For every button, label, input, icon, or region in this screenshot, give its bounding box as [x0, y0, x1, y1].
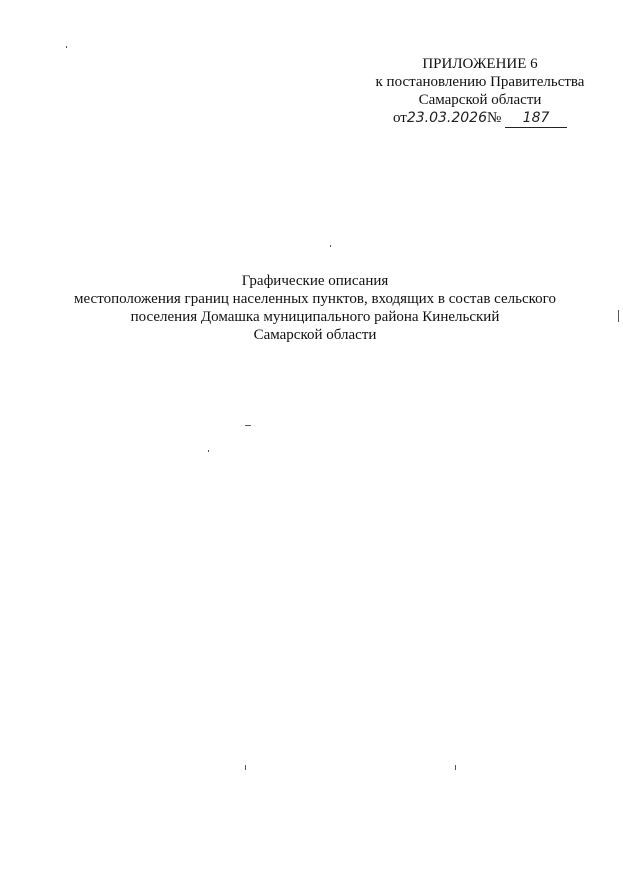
scan-speck	[245, 425, 251, 426]
number-prefix: №	[486, 110, 502, 126]
scan-speck	[208, 450, 209, 452]
document-title	[60, 272, 570, 344]
title-line-3: поселения Домашка муниципального района Кинельский	[130, 309, 500, 325]
appendix-header	[360, 55, 600, 128]
date-number-line	[393, 109, 567, 128]
title-line-1: Графические описания	[241, 273, 389, 289]
handwritten-number: 187	[505, 109, 567, 128]
title-line-2: местоположения границ населенных пунктов, входящих в состав сельского	[74, 291, 556, 307]
appendix-resolution-line: к постановлению Правительства	[375, 74, 585, 90]
date-prefix: от	[392, 110, 407, 126]
title-line-4: Самарской области	[253, 327, 377, 343]
scan-speck	[66, 46, 67, 48]
appendix-number: ПРИЛОЖЕНИЕ 6	[422, 56, 538, 72]
scan-speck	[330, 245, 331, 247]
scan-speck	[455, 765, 456, 770]
appendix-region-line: Самарской области	[418, 92, 542, 108]
handwritten-date: 23.03.2026	[406, 110, 487, 126]
scan-speck	[245, 765, 246, 770]
scan-speck	[618, 310, 619, 322]
